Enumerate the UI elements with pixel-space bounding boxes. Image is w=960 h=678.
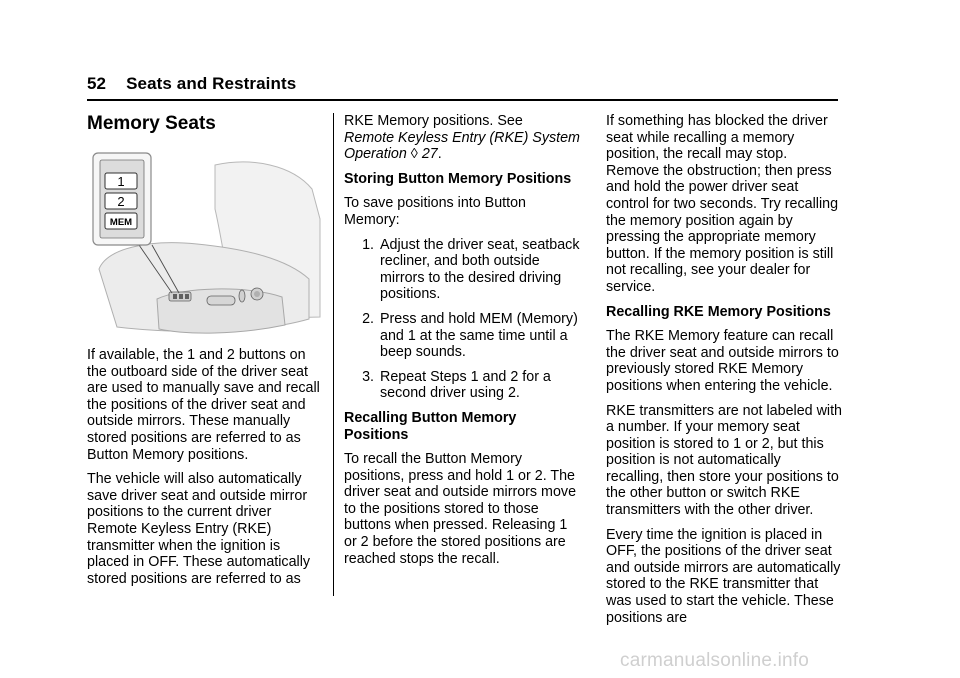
button-mem-label: MEM <box>109 217 133 228</box>
page-header <box>87 74 296 94</box>
storing-steps <box>344 237 582 402</box>
button-1-label: 1 <box>117 174 125 189</box>
heading-recalling: Recalling Button Memory Positions <box>344 409 517 443</box>
heading-recalling-rke: Recalling RKE Memory Positions <box>606 303 831 320</box>
heading-storing: Storing Button Memory Positions <box>344 170 572 187</box>
paragraph: The RKE Memory feature can recall the driver seat and outside mirrors to previously stored RKE Memory positions when entering the vehicle. <box>606 328 839 394</box>
page-ref-number[interactable]: 27 <box>421 146 438 163</box>
page-ref-symbol: ◊ <box>410 146 418 163</box>
header-rule <box>87 99 838 101</box>
list-item: 2. Press and hold MEM (Memory) and 1 at the same time until a beep sounds. <box>362 310 578 361</box>
paragraph: The vehicle will also automatically save driver seat and outside mirror positions to the current driver Remote Keyless Entry (RKE) transmitter when the ignition is placed in OFF. These automatically stored positions are referred to as <box>87 471 311 587</box>
middle-column <box>344 113 582 575</box>
paragraph: If something has blocked the driver seat while recalling a memory position, the recall may stop. Remove the obstruction; then press and hold the power driver seat control for two seconds. Try recalling the memory position again by pressing the appropriate memory button. If the memory position is still not recalling, see your dealer for service. <box>606 113 839 295</box>
storing-intro: To save positions into Button Memory: <box>344 195 526 228</box>
section-title: Seats and Restraints <box>126 74 297 93</box>
list-item: 3. Repeat Steps 1 and 2 for a second driver using 2. <box>362 368 551 402</box>
right-column <box>606 113 842 634</box>
column-divider <box>333 113 334 596</box>
button-2-label: 2 <box>117 194 125 209</box>
recliner-switch <box>239 290 245 302</box>
seat-control-switch <box>207 296 235 305</box>
memory-seat-illustration <box>87 149 323 337</box>
list-item: 1. Adjust the driver seat, seatback recliner, and both outside mirrors to the desired driving positions. <box>362 236 580 303</box>
paragraph: Every time the ignition is placed in OFF, the positions of the driver seat and outside mirrors are automatically stored to the RKE transmitter that was used to start the vehicle. These positions are <box>606 526 841 626</box>
left-column <box>87 113 323 135</box>
cross-reference-link[interactable]: Remote Keyless Entry (RKE) System Operation <box>344 129 580 163</box>
page-title: Memory Seats <box>87 113 216 134</box>
rke-intro: RKE Memory positions. See Remote Keyless Entry (RKE) System Operation ◊ 27. <box>344 113 580 163</box>
watermark: carmanualsonline.info <box>620 650 810 671</box>
page-number: 52 <box>87 74 107 93</box>
left-body <box>87 347 323 595</box>
paragraph: RKE transmitters are not labeled with a number. If your memory seat position is stored to 1 or 2, but this position is not automatically recalling, then store your positions to the other button or switch RKE transmitters with the other driver. <box>606 402 843 519</box>
paragraph: If available, the 1 and 2 buttons on the outboard side of the driver seat are used to manually save and recall the positions of the driver seat and outside mirrors. These manually stored positions are referred to as Button Memory positions. <box>87 347 320 463</box>
recalling-text: To recall the Button Memory positions, press and hold 1 or 2. The driver seat and outside mirrors move to the positions stored to those buttons when pressed. Releasing 1 or 2 before the stored positions are reached stops the recall. <box>344 451 577 567</box>
